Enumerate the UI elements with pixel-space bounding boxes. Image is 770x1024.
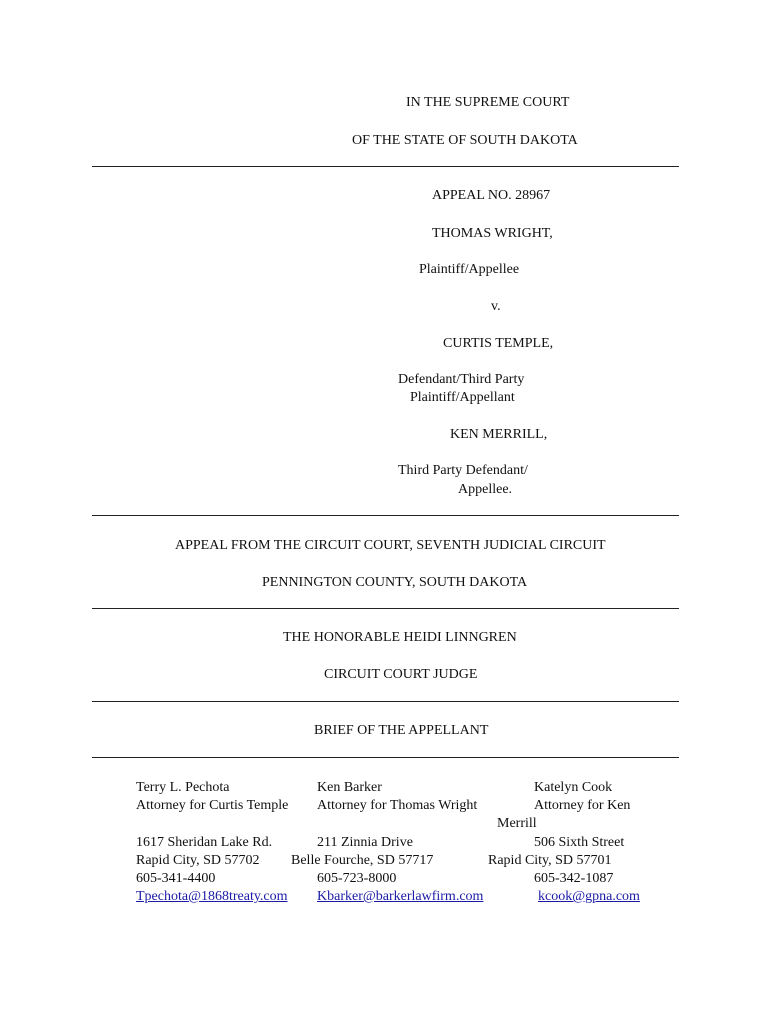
- attorney-barker-role: Attorney for Thomas Wright: [317, 798, 478, 813]
- third-party-role-line-2: Appellee.: [458, 482, 513, 497]
- attorney-pechota-city: Rapid City, SD 57702: [136, 853, 260, 868]
- defendant-name: CURTIS TEMPLE,: [443, 336, 554, 351]
- attorney-pechota-name: Terry L. Pechota: [136, 780, 230, 795]
- divider-rule: [92, 608, 679, 609]
- divider-rule: [92, 701, 679, 702]
- attorney-cook-address: 506 Sixth Street: [534, 835, 625, 850]
- attorney-barker-email-link[interactable]: Kbarker@barkerlawfirm.com: [317, 889, 484, 904]
- third-party-role-line-1: Third Party Defendant/: [398, 463, 528, 478]
- plaintiff-role: Plaintiff/Appellee: [419, 262, 520, 277]
- attorney-barker-phone: 605-723-8000: [317, 871, 397, 886]
- attorney-barker-name: Ken Barker: [317, 780, 382, 795]
- attorney-barker-address: 211 Zinnia Drive: [317, 835, 413, 850]
- brief-title: BRIEF OF THE APPELLANT: [314, 723, 489, 738]
- attorney-cook-phone: 605-342-1087: [534, 871, 614, 886]
- court-name-line-1: IN THE SUPREME COURT: [406, 95, 570, 110]
- attorney-pechota-role: Attorney for Curtis Temple: [136, 798, 289, 813]
- divider-rule: [92, 166, 679, 167]
- attorney-cook-role-line-2: Merrill: [497, 816, 537, 831]
- attorney-pechota-phone: 605-341-4400: [136, 871, 216, 886]
- court-name-line-2: OF THE STATE OF SOUTH DAKOTA: [352, 133, 578, 148]
- appeal-from-line-1: APPEAL FROM THE CIRCUIT COURT, SEVENTH JUDICIAL CIRCUIT: [175, 538, 606, 553]
- appeal-number: APPEAL NO. 28967: [432, 188, 551, 203]
- judge-name: THE HONORABLE HEIDI LINNGREN: [283, 630, 517, 645]
- plaintiff-name: THOMAS WRIGHT,: [432, 226, 553, 241]
- attorney-cook-role-line-1: Attorney for Ken: [534, 798, 631, 813]
- appeal-from-line-2: PENNINGTON COUNTY, SOUTH DAKOTA: [262, 575, 528, 590]
- attorney-pechota-address: 1617 Sheridan Lake Rd.: [136, 835, 273, 850]
- attorney-cook-city: Rapid City, SD 57701: [488, 853, 612, 868]
- divider-rule: [92, 757, 679, 758]
- defendant-role-line-2: Plaintiff/Appellant: [410, 390, 515, 405]
- attorney-cook-email-link[interactable]: kcook@gpna.com: [538, 889, 640, 904]
- third-party-name: KEN MERRILL,: [450, 427, 548, 442]
- attorney-pechota-email-link[interactable]: Tpechota@1868treaty.com: [136, 889, 288, 904]
- defendant-role-line-1: Defendant/Third Party: [398, 372, 525, 387]
- divider-rule: [92, 515, 679, 516]
- attorney-cook-name: Katelyn Cook: [534, 780, 613, 795]
- versus: v.: [491, 299, 501, 314]
- attorney-barker-city: Belle Fourche, SD 57717: [291, 853, 434, 868]
- judge-title: CIRCUIT COURT JUDGE: [324, 667, 478, 682]
